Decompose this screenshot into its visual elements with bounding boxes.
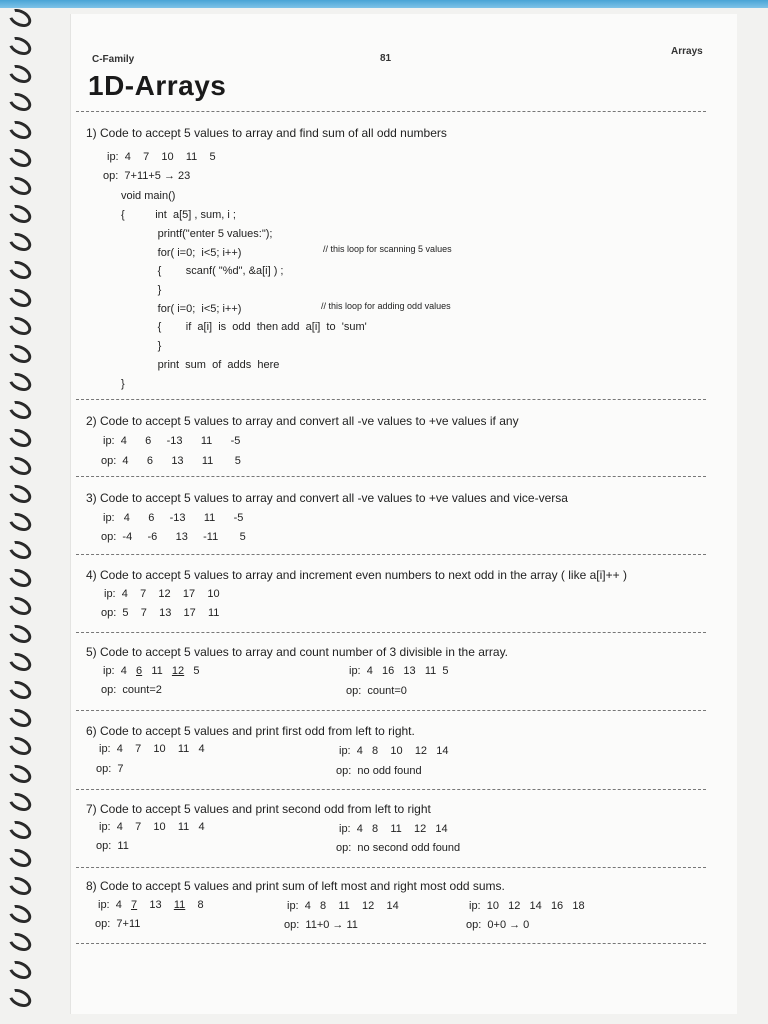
code-line: { if a[i] is odd then add a[i] to 'sum' [121,321,367,333]
spiral-ring [6,313,35,338]
spiral-ring [6,817,35,842]
q8-input-1 [98,899,204,911]
spiral-ring [6,145,35,170]
q7-output-2: op: no second odd found [336,842,461,854]
q8-output-1: op: 7+11 [95,918,141,930]
q8-output-3: op: 0+0 → 0 [466,919,530,931]
divider [76,867,706,868]
spiral-ring [6,873,35,898]
divider [76,632,706,633]
code-line: print sum of adds here [121,359,280,371]
spiral-ring [6,33,35,58]
question-6: 6) Code to accept 5 values and print first odd from left to right. [86,724,415,738]
divider [76,710,706,711]
q8-input-1-part: 8 [185,899,204,911]
divider [76,399,706,400]
header-left: C-Family [92,54,135,65]
spiral-binding [0,0,40,1024]
spiral-ring [6,117,35,142]
q2-input: ip: 4 6 -13 11 -5 [103,435,241,447]
code-line: void main() [121,190,176,202]
q6-input-1: ip: 4 7 10 11 4 [99,743,205,755]
q4-output: op: 5 7 13 17 11 [101,607,220,619]
q5-input-1 [103,665,199,677]
q7-output-1: op: 11 [96,840,129,852]
spiral-ring [6,733,35,758]
q5-output-1: op: count=2 [101,684,162,696]
code-line: printf("enter 5 values:"); [121,228,273,240]
spiral-ring [6,929,35,954]
code-line: } [121,378,125,390]
q1-input: ip: 4 7 10 11 5 [107,151,216,163]
page-number: 81 [380,53,392,64]
spiral-ring [6,761,35,786]
q3-output: op: -4 -6 13 -11 5 [101,531,246,543]
question-3: 3) Code to accept 5 values to array and convert all -ve values to +ve values and vice-versa [86,491,568,505]
code-comment: // this loop for scanning 5 values [323,244,452,254]
page-title: 1D-Arrays [88,70,227,101]
q4-input: ip: 4 7 12 17 10 [104,588,220,600]
spiral-ring [6,173,35,198]
code-comment: // this loop for adding odd values [321,301,451,311]
spiral-ring [6,565,35,590]
header-right: Arrays [671,46,703,57]
q8-input-1-underlined: 7 [131,899,138,911]
q8-input-1-underlined: 11 [173,899,186,911]
question-8: 8) Code to accept 5 values and print sum of left most and right most odd sums. [86,879,505,893]
q6-output-1: op: 7 [96,763,124,775]
spiral-ring [6,593,35,618]
code-line: for( i=0; i<5; i++) [121,303,242,315]
divider [76,789,706,790]
q8-input-2: ip: 4 8 11 12 14 [287,900,399,912]
q6-output-2: op: no odd found [336,765,422,777]
q8-input-1-part: 13 [137,899,174,911]
spiral-ring [6,229,35,254]
spiral-ring [6,705,35,730]
spiral-ring [6,369,35,394]
question-1: 1) Code to accept 5 values to array and find sum of all odd numbers [86,126,447,140]
q7-input-2: ip: 4 8 11 12 14 [339,823,448,835]
q5-output-2: op: count=0 [346,685,407,697]
spiral-ring [6,845,35,870]
q8-input-3: ip: 10 12 14 16 18 [469,900,585,912]
q5-input-1-part: 11 [142,665,172,677]
spiral-ring [6,481,35,506]
divider [76,943,706,944]
q2-output: op: 4 6 13 11 5 [101,455,241,467]
spiral-ring [6,397,35,422]
divider [76,111,706,112]
divider [76,476,706,477]
spiral-ring [6,509,35,534]
q5-input-1-underlined: 12 [171,665,185,677]
spiral-ring [6,5,35,30]
spiral-ring [6,285,35,310]
q8-output-2: op: 11+0 → 11 [284,919,358,931]
spiral-ring [6,537,35,562]
question-7: 7) Code to accept 5 values and print second odd from left to right [86,802,431,816]
q7-input-1: ip: 4 7 10 11 4 [99,821,205,833]
q5-input-1-part: 5 [184,665,200,677]
code-line: } [121,340,162,352]
spiral-ring [6,677,35,702]
question-5: 5) Code to accept 5 values to array and count number of 3 divisible in the array. [86,645,509,659]
q5-input-1-part: ip: 4 [103,665,137,677]
code-line: for( i=0; i<5; i++) [121,247,242,259]
spiral-ring [6,621,35,646]
code-line: { int a[5] , sum, i ; [121,209,236,221]
spiral-ring [6,789,35,814]
spiral-ring [6,901,35,926]
q5-input-1-underlined: 6 [136,665,143,677]
q1-output: op: 7+11+5 → 23 [103,170,191,182]
question-4: 4) Code to accept 5 values to array and increment even numbers to next odd in the array ( like a[i]++ ) [86,568,627,582]
spiral-ring [6,257,35,282]
top-edge-band [0,0,768,8]
spiral-ring [6,425,35,450]
q6-input-2: ip: 4 8 10 12 14 [339,745,449,757]
spiral-ring [6,453,35,478]
question-2: 2) Code to accept 5 values to array and convert all -ve values to +ve values if any [86,414,519,428]
spiral-ring [6,201,35,226]
spiral-ring [6,957,35,982]
q3-input: ip: 4 6 -13 11 -5 [103,512,244,524]
spiral-ring [6,985,35,1010]
spiral-ring [6,649,35,674]
spiral-ring [6,341,35,366]
code-line: { scanf( "%d", &a[i] ) ; [121,265,284,277]
q8-input-1-part: ip: 4 [98,899,132,911]
code-line: } [121,284,162,296]
spiral-ring [6,61,35,86]
q5-input-2: ip: 4 16 13 11 5 [349,665,449,677]
divider [76,554,706,555]
spiral-ring [6,89,35,114]
